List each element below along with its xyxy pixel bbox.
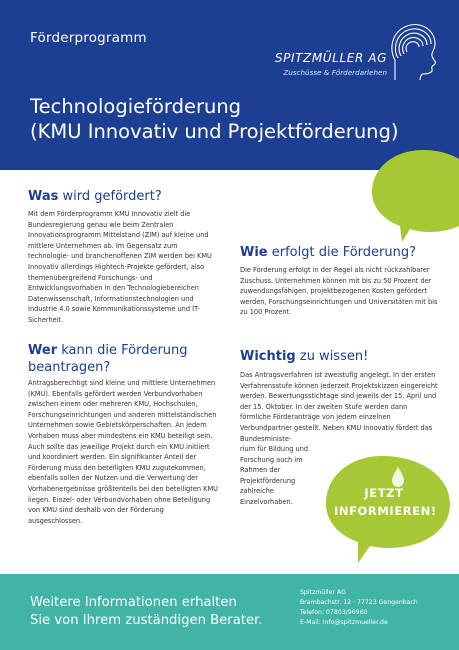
- cta-line-1: JETZT: [364, 486, 404, 500]
- footer-contact: [300, 588, 455, 628]
- footer-banner: [0, 574, 459, 650]
- heading-wer-bold: Wer: [28, 343, 58, 358]
- paragraph-was: Mit dem Förderprogramm KMU Innovativ zielt die Bundesregierung genau wie beim Zentralen Innovationsprogramm Mittelstand (ZIM) auf kleine und mittlere Unternehmen ab. Im Gegensatz zum technologie- und branchenoffenen ZIM werden bei KMU Innovativ allerdings Hightech-Projekte gefördert, also themenübergreifend Forschungs- und Entwicklungsvorhaben in den Technologiebereichen Datenwissenschaft, Informationstechnologien und Industrie 4.0 sowie Kommunikationssysteme und IT-Sicherheit.: [28, 210, 212, 324]
- logo-tagline: Zuschüsse & Förderdarlehen: [283, 68, 387, 77]
- paragraph-wie: Die Förderung erfolgt in der Regel als nicht rückzahlbarer Zuschuss. Unternehmen können mit bis zu 50 Prozent der zuwendungsfähigen, projektbezogenen Kosten gefördert werden, Forschungseinrichtungen und Universitäten mit bis zu 100 Prozent.: [240, 266, 438, 317]
- heading-was-bold: Was: [28, 189, 59, 204]
- cta-button[interactable]: [334, 484, 437, 520]
- paragraph-wer: Antragsberechtigt sind kleine und mittlere Unternehmen (KMU). Ebenfalls gefördert werden Verbundvorhaben zwischen einem oder mehreren KMU, Hochschulen, Forschungseinrichtungen und anderen mittelständischen Unternehmen sowie Gebietskörperschaften. An jedem Vorhaben muss aber mindestens ein KMU beteiligt sein. Auch sollte das jeweilige Projekt durch ein KMU initiiert und koordiniert werden. Ein signifikanter Anteil der Förderung muss den beteiligten KMU zugutekommen, ebenfalls sollen der Nutzen und die Verwertung der Vorhabenergebnisse größtenteils bei den beteiligten KMU liegen. Einzel- oder Verbundvorhaben ohne Beteiligung von KMU sind deshalb von der Förderung ausgeschlossen.: [28, 379, 218, 525]
- head-profile-icon: [387, 20, 439, 82]
- title-line-2: (KMU Innovativ und Projektförderung): [30, 120, 399, 143]
- footer-message-line-2: Sie von Ihrem zuständigen Berater.: [30, 613, 263, 628]
- footer-message: [30, 594, 290, 630]
- paragraph-wichtig-continued: rium für Bildung und Forschung auch im Rahmen der Projektförderung zahlreiche Einzelvorhaben.: [240, 445, 309, 506]
- heading-wie-bold: Wie: [240, 245, 268, 260]
- heading-wer-rest: kann die Förderung beantragen?: [28, 343, 188, 375]
- page-title: [30, 94, 399, 144]
- company-logo[interactable]: [269, 20, 439, 82]
- title-line-1: Technologieförderung: [30, 95, 242, 118]
- footer-message-line-1: Weitere Informationen erhalten: [30, 595, 237, 610]
- paragraph-wichtig: Das Antragsverfahren ist zweistufig angelegt. In der ersten Verfahrensstufe können jederzeit Projektskizzen eingereicht werden. Bewertungsstichtage sind jeweils der 15. April und der 15. Oktober. In der zweiten Stufe werden dann förmliche Förderanträge von jedem einzelnen Verbundpartner gestellt. Neben KMU Innovativ fördert das Bundesministe-: [240, 371, 438, 443]
- cta-line-2: INFORMIEREN!: [334, 504, 437, 518]
- footer-email[interactable]: E-Mail: info@spitzmueller.de: [300, 619, 388, 626]
- footer-company: Spitzmüller AG: [300, 589, 346, 596]
- speech-bubble-top: [368, 142, 459, 242]
- footer-address: Brambachstr. 12 · 77723 Gengenbach: [300, 599, 418, 606]
- heading-wie-rest: erfolgt die Förderung?: [267, 245, 417, 260]
- heading-wie: [240, 244, 416, 261]
- heading-wer: [28, 342, 218, 376]
- heading-was-rest: wird gefördert?: [58, 189, 162, 204]
- footer-phone[interactable]: Telefon: 07803/96960: [300, 609, 368, 616]
- heading-wichtig-rest: zu wissen!: [295, 349, 369, 364]
- logo-name: SPITZMÜLLER AG: [274, 51, 387, 65]
- program-label: Förderprogramm: [30, 30, 147, 46]
- heading-wichtig-bold: Wichtig: [240, 349, 296, 364]
- heading-was: [28, 188, 162, 205]
- heading-wichtig: [240, 348, 368, 365]
